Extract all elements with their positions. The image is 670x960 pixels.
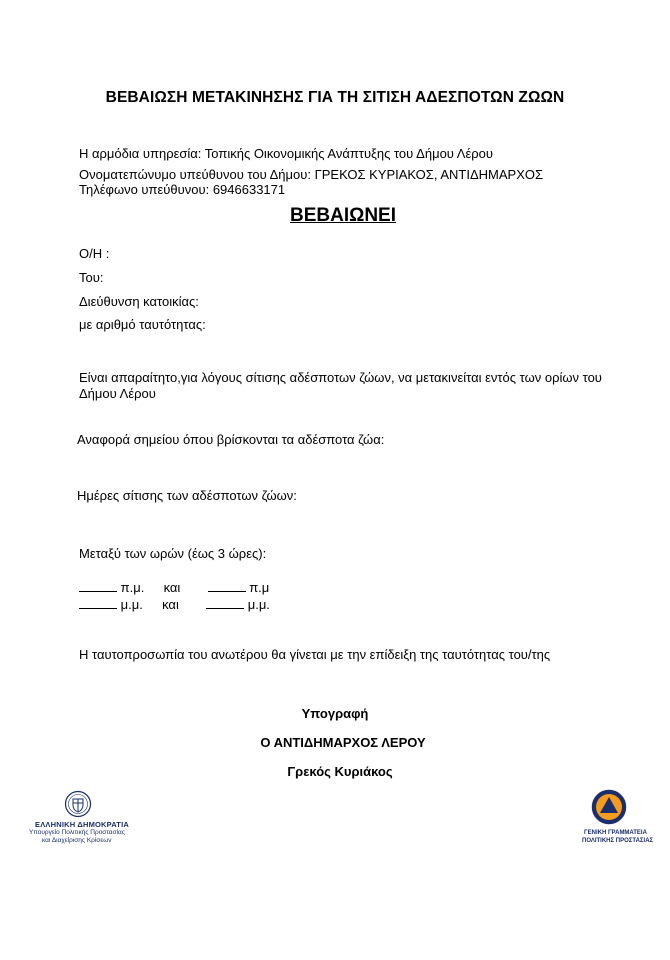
time-unit: π.μ — [249, 580, 270, 595]
blank-line — [208, 581, 246, 592]
field-tou-label: Του: — [79, 270, 104, 285]
logo-left-title: ΕΛΛΗΝΙΚΗ ΔΗΜΟΚΡΑΤΙΑ — [35, 820, 129, 829]
days-label: Ημέρες σίτισης των αδέσποτων ζώων: — [77, 488, 297, 503]
signature-name: Γρεκός Κυριάκος — [287, 764, 393, 779]
identity-note: Η ταυτοπροσωπία του ανωτέρου θα γίνεται με την επίδειξη της ταυτότητας του/της — [79, 647, 551, 662]
signature-role: Ο ΑΝΤΙΔΗΜΑΡΧΟΣ ΛΕΡΟΥ — [260, 735, 426, 750]
time-and: και — [163, 580, 181, 595]
phone-line: Τηλέφωνο υπεύθυνου: 6946633171 — [79, 182, 286, 197]
blank-line — [206, 598, 244, 609]
logo-left-sub1: Υπουργείο Πολιτικής Προστασίας — [29, 829, 125, 836]
field-oh-label: Ο/Η : — [79, 246, 110, 261]
blank-line — [79, 598, 117, 609]
time-unit: μ.μ. — [120, 597, 143, 612]
statement-line-1: Είναι απαραίτητο,για λόγους σίτισης αδέσποτων ζώων, να μετακινείται εντός των ορίων του — [79, 370, 602, 385]
location-label: Αναφορά σημείου όπου βρίσκονται τα αδέσποτα ζώα: — [77, 432, 385, 447]
signature-label: Υπογραφή — [301, 706, 369, 721]
hours-label: Μεταξύ των ωρών (έως 3 ώρες): — [79, 546, 267, 561]
responsible-line: Ονοματεπώνυμο υπεύθυνου του Δήμου: ΓΡΕΚΟΣ ΚΥΡΙΑΚΟΣ, ΑΝΤΙΔΗΜΑΡΧΟΣ — [79, 167, 544, 182]
document-title: ΒΕΒΑΙΩΣΗ ΜΕΤΑΚΙΝΗΣΗΣ ΓΙΑ ΤΗ ΣΙΤΙΣΗ ΑΔΕΣΠΟΤΩΝ ΖΩΩΝ — [105, 89, 565, 106]
time-unit: μ.μ. — [247, 597, 270, 612]
time-row — [79, 597, 270, 613]
logo-left-sub2: και Διαχείρισης Κρίσεων — [42, 837, 112, 844]
field-address-label: Διεύθυνση κατοικίας: — [79, 294, 199, 309]
statement-line-2: Δήμου Λέρου — [79, 386, 156, 401]
field-id-label: με αριθμό ταυτότητας: — [79, 317, 206, 332]
logo-right-line1: ΓΕΝΙΚΗ ΓΡΑΜΜΑΤΕΙΑ — [584, 830, 647, 836]
authority-line: Η αρμόδια υπηρεσία: Τοπικής Οικονομικής Ανάπτυξης του Δήμου Λέρου — [79, 146, 494, 161]
hellenic-seal-icon — [64, 790, 92, 823]
blank-line — [79, 581, 117, 592]
time-and: και — [162, 597, 179, 612]
logo-right-line2: ΠΟΛΙΤΙΚΗΣ ΠΡΟΣΤΑΣΙΑΣ — [582, 838, 654, 844]
time-unit: π.μ. — [120, 580, 145, 595]
civil-protection-logo-icon — [590, 788, 628, 831]
time-row — [79, 580, 269, 596]
certifies-heading: ΒΕΒΑΙΩΝΕΙ — [289, 205, 397, 226]
